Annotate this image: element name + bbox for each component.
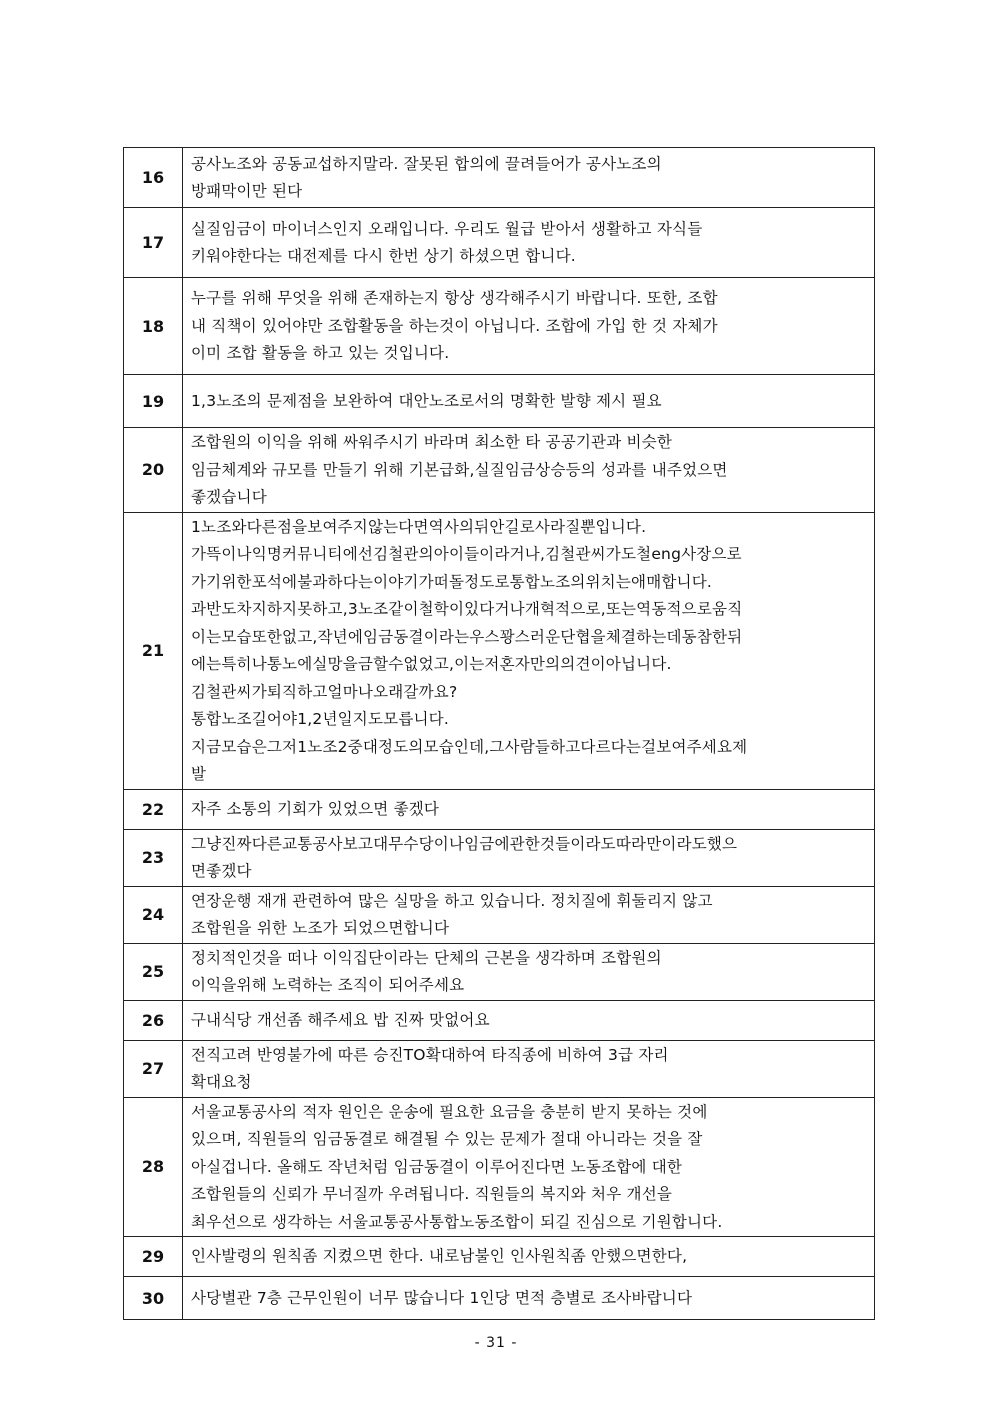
row-number: 27 [124,1040,183,1097]
table-row [124,943,875,1000]
response-text [183,512,875,789]
table-row [124,1097,875,1237]
row-number: 20 [124,428,183,513]
response-text [183,1097,875,1237]
response-line: 서울교통공사의 적자 원인은 운송에 필요한 요금을 충분히 받지 못하는 것에 [191,1102,708,1121]
response-line: 정치적인것을 떠나 이익집단이라는 단체의 근본을 생각하며 조합원의 [191,948,662,967]
table-row [124,375,875,428]
row-number: 30 [124,1277,183,1320]
response-line: 조합원을 위한 노조가 되었으면합니다 [191,919,450,937]
row-number: 16 [124,148,183,208]
response-line: 실질임금이 마이너스인지 오래입니다. 우리도 월급 받아서 생활하고 자식들 [191,219,703,238]
table-row [124,148,875,208]
response-line: 인사발령의 원칙좀 지켰으면 한다. 내로남불인 인사원칙좀 안했으면한다, [191,1247,688,1266]
response-line: 누구를 위해 무엇을 위해 존재하는지 항상 생각해주시기 바랍니다. 또한, 조합 [191,289,718,308]
table-row [124,789,875,829]
response-line: 김철관씨가퇴직하고얼마나오래갈까요? [191,682,458,701]
response-line: 연장운행 재개 관련하여 많은 실망을 하고 있습니다. 정치질에 휘둘리지 않고 [191,891,713,910]
response-text [183,1040,875,1097]
table-row [124,829,875,886]
response-line: 임금체계와 규모를 만들기 위해 기본급화,실질임금상승등의 성과를 내주었으면 [191,460,728,479]
response-line: 면좋겠다 [191,862,252,880]
response-text [183,943,875,1000]
response-text [183,1237,875,1277]
response-line: 통합노조길어야1,2년일지도모릅니다. [191,710,449,728]
response-text [183,1277,875,1320]
response-text [183,789,875,829]
response-line: 1,3노조의 문제점을 보완하여 대안노조로서의 명확한 발향 제시 필요 [191,391,662,410]
response-text [183,1000,875,1040]
response-line: 공사노조와 공동교섭하지말라. 잘못된 합의에 끌려들어가 공사노조의 [191,154,662,173]
table-row [124,278,875,375]
response-line: 과반도차지하지못하고,3노조같이철학이있다거나개혁적으로,또는역동적으로움직 [191,600,743,618]
response-line: 있으며, 직원들의 임금동결로 해결될 수 있는 문제가 절대 아니라는 것을 잘 [191,1130,703,1148]
row-number: 22 [124,789,183,829]
response-line: 가기위한포석에불과하다는이야기가떠돌정도로통합노조의위치는애매합니다. [191,572,713,591]
response-text [183,428,875,513]
response-line: 가뜩이나익명커뮤니티에선김철관의아이들이라거나,김철관씨가도철eng사장으로 [191,545,742,563]
response-line: 에는특히나통노에실망을금할수없었고,이는저혼자만의의견이아닙니다. [191,655,672,673]
survey-response-table [123,147,875,1320]
response-line: 그냥진짜다른교통공사보고대무수당이나임금에관한것들이라도따라만이라도했으 [191,834,738,853]
response-text [183,208,875,278]
table-row [124,512,875,789]
response-line: 자주 소통의 기회가 있었으면 좋겠다 [191,799,440,818]
table-row [124,1040,875,1097]
row-number: 29 [124,1237,183,1277]
response-line: 이는모습또한없고,작년에임금동결이라는우스꽝스러운단협을체결하는데동참한뒤 [191,627,743,646]
row-number: 25 [124,943,183,1000]
table-row [124,1237,875,1277]
table-row [124,886,875,943]
response-line: 지금모습은그저1노조2중대정도의모습인데,그사람들하고다르다는걸보여주세요제 [191,737,748,756]
response-line: 이미 조합 활동을 하고 있는 것입니다. [191,344,450,363]
response-text [183,148,875,208]
row-number: 19 [124,375,183,428]
response-text [183,278,875,375]
page-number: - 31 - [474,1335,518,1351]
table-row [124,428,875,513]
row-number: 17 [124,208,183,278]
response-line: 키워야한다는 대전제를 다시 한번 상기 하셨으면 합니다. [191,247,576,265]
response-line: 이익을위해 노력하는 조직이 되어주세요 [191,976,465,994]
response-text [183,886,875,943]
row-number: 24 [124,886,183,943]
response-line: 조합원의 이익을 위해 싸워주시기 바라며 최소한 타 공공기관과 비슷한 [191,433,673,451]
row-number: 26 [124,1000,183,1040]
response-line: 구내식당 개선좀 해주세요 밥 진짜 맛없어요 [191,1010,490,1029]
row-number: 23 [124,829,183,886]
response-text [183,829,875,886]
row-number: 28 [124,1097,183,1237]
table-body [124,148,875,1320]
response-line: 사당별관 7층 근무인원이 너무 많습니다 1인당 면적 층별로 조사바랍니다 [191,1288,693,1307]
response-line: 조합원들의 신뢰가 무너질까 우려됩니다. 직원들의 복지와 처우 개선을 [191,1185,673,1203]
response-line: 확대요청 [191,1073,252,1091]
response-line: 발 [191,765,207,783]
response-text [183,375,875,428]
response-line: 방패막이만 된다 [191,182,303,200]
table-row [124,1000,875,1040]
response-line: 내 직책이 있어야만 조합활동을 하는것이 아닙니다. 조합에 가입 한 것 자체가 [191,316,718,335]
response-line: 최우선으로 생각하는 서울교통공사통합노동조합이 되길 진심으로 기원합니다. [191,1212,723,1231]
row-number: 21 [124,512,183,789]
row-number: 18 [124,278,183,375]
response-line: 좋겠습니다 [191,488,267,506]
response-line: 전직고려 반영불가에 따른 승진TO확대하여 타직종에 비하여 3급 자리 [191,1045,669,1064]
response-line: 1노조와다른점을보여주지않는다면역사의뒤안길로사라질뿐입니다. [191,517,647,536]
response-line: 아실겁니다. 올해도 작년처럼 임금동결이 이루어진다면 노동조합에 대한 [191,1157,683,1176]
table-row [124,1277,875,1320]
table-row [124,208,875,278]
